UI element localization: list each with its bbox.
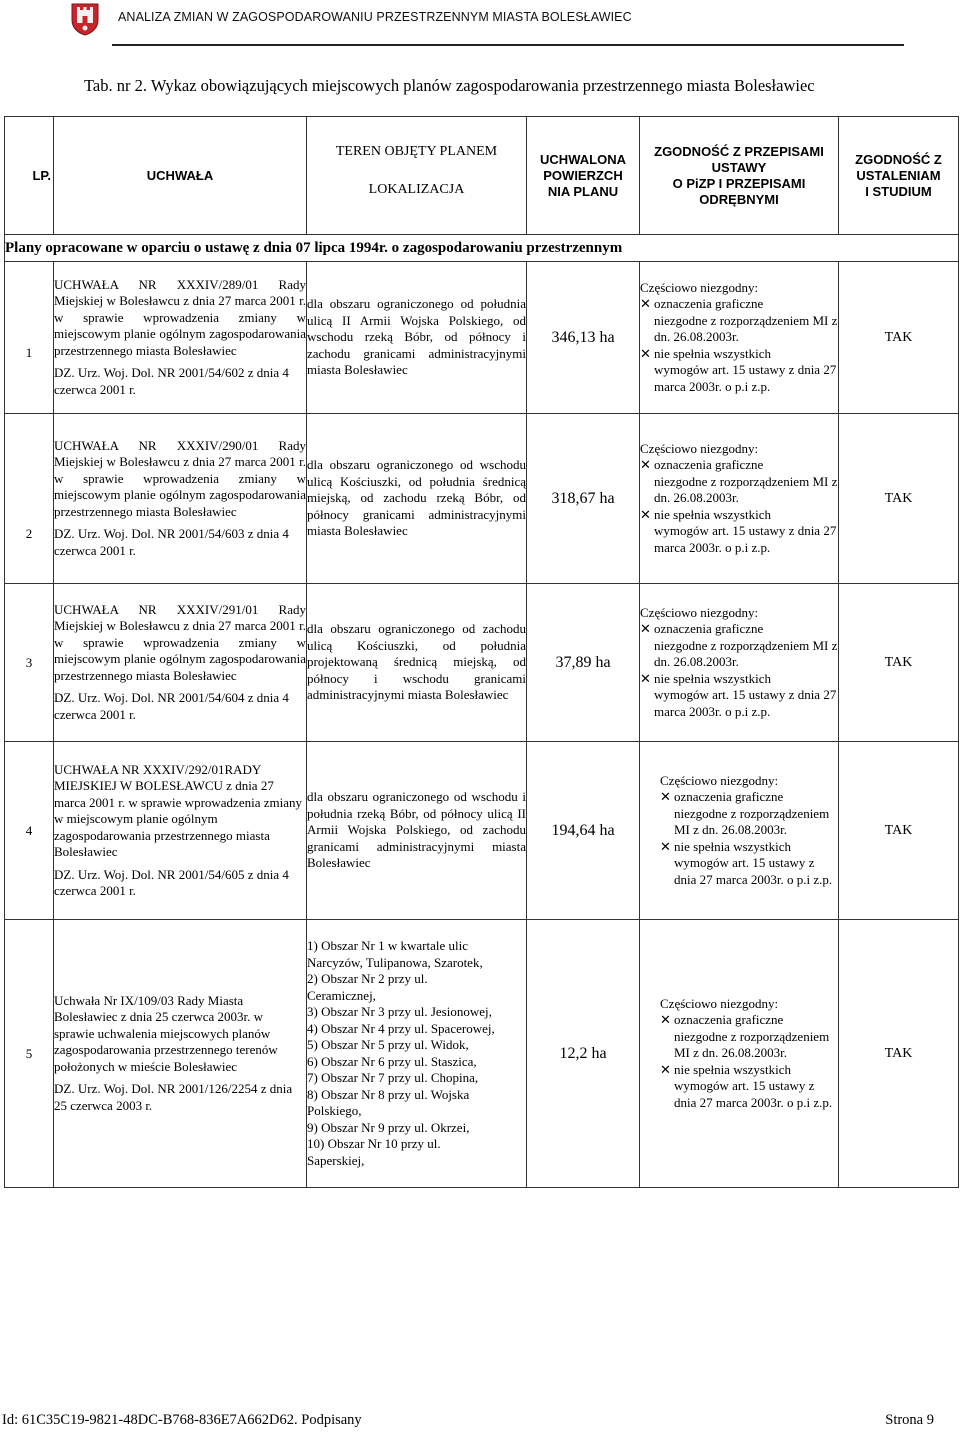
dz-urz-text: DZ. Urz. Woj. Dol. NR 2001/126/2254 z dnia 25 czerwca 2003 r. [54, 1081, 293, 1113]
page-number: Strona 9 [885, 1412, 934, 1428]
cell-powierzchnia: 194,64 ha [527, 742, 640, 920]
dz-urz-text: DZ. Urz. Woj. Dol. NR 2001/54/602 z dnia 4 czerwca 2001 r. [54, 365, 289, 397]
page-header [0, 0, 960, 48]
table-row [5, 414, 959, 584]
zgodnosc-item: ✕ nie spełnia wszystkich [660, 1061, 791, 1077]
table-row [5, 584, 959, 742]
uchwala-text: UCHWAŁA NR XXXIV/289/01 Rady Miejskiej w Bolesławcu z dnia 27 marca 2001 r. w sprawie wprowadzenia zmiany w miejscowym planie ogólnym zagospodarowania przestrzennego miasta Bolesławiec [54, 276, 306, 358]
cell-lp: 2 [5, 414, 54, 584]
cell-uchwala [54, 262, 307, 414]
cell-zgodnosc-ustawy [640, 920, 839, 1188]
cross-icon: ✕ [660, 789, 671, 805]
cell-powierzchnia: 346,13 ha [527, 262, 640, 414]
zgodnosc-head: Częściowo niezgodny: [660, 772, 779, 788]
teren-list-item: 5) Obszar Nr 5 przy ul. Widok, [307, 1037, 469, 1052]
dz-urz-text: DZ. Urz. Woj. Dol. NR 2001/54/604 z dnia 4 czerwca 2001 r. [54, 690, 289, 722]
zgodnosc-item: ✕ oznaczenia graficzne [640, 457, 764, 473]
cross-icon: ✕ [660, 1061, 671, 1077]
cell-powierzchnia: 12,2 ha [527, 920, 640, 1188]
zgodnosc-item-cont: niezgodne z rozporządzeniem MI z dn. 26.08.2003r. [654, 473, 838, 506]
column-header-uchwala: UCHWAŁA [54, 117, 307, 235]
teren-list-item: 1) Obszar Nr 1 w kwartale ulic Narcyzów, Tulipanowa, Szarotek, [307, 938, 483, 970]
cross-icon: ✕ [640, 506, 651, 522]
cell-teren: dla obszaru ograniczonego od wschodu ulicą Kościuszki, od południa średnicą miejską, od zachodu rzeką Bóbr, od północy granicami administracyjnymi miasta Bolesławiec [307, 414, 527, 584]
teren-list-item: 7) Obszar Nr 7 przy ul. Chopina, [307, 1070, 479, 1085]
zgodnosc-head: Częściowo niezgodny: [660, 995, 779, 1011]
zgodnosc-item-cont: wymogów art. 15 ustawy z dnia 27 marca 2003r. o p.i z.p. [654, 362, 837, 394]
zgodnosc-item: ✕ oznaczenia graficzne [660, 1012, 784, 1028]
table-row [5, 920, 959, 1188]
cell-zgodnosc-ustawy [640, 262, 839, 414]
zgodnosc-item-cont: niezgodne z rozporządzeniem MI z dn. 26.08.2003r. [654, 637, 838, 670]
zgodnosc-item-cont: wymogów art. 15 ustawy z dnia 27 marca 2003r. o p.i z.p. [654, 687, 837, 719]
cell-zgodnosc-ustawy [640, 742, 839, 920]
teren-list-item: 10) Obszar Nr 10 przy ul. Saperskiej, [307, 1136, 441, 1168]
column-header-zgodnosc-studium: ZGODNOŚĆ Z USTALENIAM I STUDIUM [839, 117, 959, 235]
column-header-teren [307, 117, 527, 235]
cross-icon: ✕ [640, 457, 651, 473]
zgodnosc-item: ✕ nie spełnia wszystkich [660, 838, 791, 854]
teren-list-item: 3) Obszar Nr 3 przy ul. Jesionowej, [307, 1004, 492, 1019]
zgodnosc-item: ✕ oznaczenia graficzne [660, 789, 784, 805]
section-row [5, 235, 959, 262]
cell-powierzchnia: 318,67 ha [527, 414, 640, 584]
zgodnosc-item: ✕ nie spełnia wszystkich [640, 670, 771, 686]
cell-teren: dla obszaru ograniczonego od wschodu i południa rzeką Bóbr, od północy ulicą II Armii Wojska Polskiego, od zachodu granicami administracyjnymi miasta Bolesławiec [307, 742, 527, 920]
cell-zgodnosc-studium: TAK [839, 742, 959, 920]
table-title: Tab. nr 2. Wykaz obowiązujących miejscowych planów zagospodarowania przestrzennego miasta Bolesławiec [84, 76, 815, 95]
uchwala-text: Uchwała Nr IX/109/03 Rady Miasta Bolesławiec z dnia 25 czerwca 2003r. w sprawie uchwalenia miejscowych planów zagospodarowania przestrzennego terenów położonych w mieście Bolesławiec [54, 992, 278, 1074]
zgodnosc-item-cont: niezgodne z rozporządzeniem MI z dn. 26.08.2003r. [654, 312, 838, 345]
teren-header-label: TEREN OBJĘTY PLANEM [335, 143, 498, 159]
zgodnosc-item-cont: wymogów art. 15 ustawy z dnia 27 marca 2003r. o p.i z.p. [674, 1078, 833, 1110]
zgodnosc-item-cont: wymogów art. 15 ustawy z dnia 27 marca 2003r. o p.i z.p. [674, 855, 833, 887]
zgodnosc-head: Częściowo niezgodny: [640, 604, 759, 620]
cell-zgodnosc-ustawy [640, 414, 839, 584]
teren-list-item: 6) Obszar Nr 6 przy ul. Staszica, [307, 1053, 477, 1069]
cell-teren: dla obszaru ograniczonego od zachodu ulicą Kościuszki, od południa projektowaną średnicą miejską, od północy i wschodu granicami administracyjnymi miasta Bolesławiec [307, 584, 527, 742]
coat-of-arms-icon [70, 2, 100, 36]
plans-table [4, 116, 959, 1188]
dz-urz-text: DZ. Urz. Woj. Dol. NR 2001/54/603 z dnia 4 czerwca 2001 r. [54, 526, 289, 558]
cell-lp: 5 [5, 920, 54, 1188]
header-divider [112, 44, 904, 46]
table-row [5, 742, 959, 920]
cross-icon: ✕ [640, 345, 651, 361]
cell-teren [307, 920, 527, 1188]
lokalizacja-header-label: LOKALIZACJA [368, 181, 465, 197]
cell-zgodnosc-ustawy [640, 584, 839, 742]
document-id: Id: 61C35C19-9821-48DC-B768-836E7A662D62. Podpisany [2, 1412, 362, 1428]
cell-teren: dla obszaru ograniczonego od południa ulicą II Armii Wojska Polskiego, od wschodu rzeką Bóbr, od północy i zachodu granicami administracyjnymi miasta Bolesławiec [307, 262, 527, 414]
uchwala-text: UCHWAŁA NR XXXIV/290/01 Rady Miejskiej w Bolesławcu z dnia 27 marca 2001 r. w sprawie wprowadzenia zmiany w miejscowym planie ogólnym zagospodarowania przestrzennego miasta Bolesławiec [54, 437, 306, 519]
uchwala-text: UCHWAŁA NR XXXIV/291/01 Rady Miejskiej w Bolesławcu z dnia 27 marca 2001 r. w sprawie wprowadzenia zmiany w miejscowym planie ogólnym zagospodarowania przestrzennego miasta Bolesławiec [54, 601, 306, 683]
table-row [5, 262, 959, 414]
table-header-row [5, 117, 959, 235]
teren-list-item: 9) Obszar Nr 9 przy ul. Okrzei, [307, 1119, 470, 1135]
cross-icon: ✕ [660, 1012, 671, 1028]
teren-list-item: 2) Obszar Nr 2 przy ul. Ceramicznej, [307, 971, 428, 1003]
zgodnosc-item-cont: niezgodne z rozporządzeniem MI z dn. 26.08.2003r. [674, 1028, 830, 1061]
cell-uchwala [54, 414, 307, 584]
zgodnosc-item: ✕ nie spełnia wszystkich [640, 506, 771, 522]
zgodnosc-item: ✕ nie spełnia wszystkich [640, 345, 771, 361]
cell-lp: 3 [5, 584, 54, 742]
zgodnosc-item-cont: niezgodne z rozporządzeniem MI z dn. 26.08.2003r. [674, 805, 830, 838]
cell-uchwala [54, 742, 307, 920]
cell-zgodnosc-studium: TAK [839, 920, 959, 1188]
column-header-zgodnosc-ustawy: ZGODNOŚĆ Z PRZEPISAMI USTAWY O PiZP I PRZEPISAMI ODRĘBNYMI [640, 117, 839, 235]
zgodnosc-item-cont: wymogów art. 15 ustawy z dnia 27 marca 2003r. o p.i z.p. [654, 523, 837, 555]
teren-list-item: 8) Obszar Nr 8 przy ul. Wojska Polskiego, [307, 1086, 470, 1118]
zgodnosc-head: Częściowo niezgodny: [640, 279, 759, 295]
cross-icon: ✕ [640, 296, 651, 312]
zgodnosc-head: Częściowo niezgodny: [640, 440, 759, 456]
cross-icon: ✕ [640, 621, 651, 637]
cell-zgodnosc-studium: TAK [839, 584, 959, 742]
column-header-powierzchnia: UCHWALONA POWIERZCH NIA PLANU [527, 117, 640, 235]
zgodnosc-item: ✕ oznaczenia graficzne [640, 621, 764, 637]
cell-powierzchnia: 37,89 ha [527, 584, 640, 742]
cross-icon: ✕ [660, 838, 671, 854]
cell-zgodnosc-studium: TAK [839, 414, 959, 584]
cell-lp: 4 [5, 742, 54, 920]
document-header-title: ANALIZA ZMIAN W ZAGOSPODAROWANIU PRZESTRZENNYM MIASTA BOLESŁAWIEC [118, 10, 632, 24]
cross-icon: ✕ [640, 670, 651, 686]
zgodnosc-item: ✕ oznaczenia graficzne [640, 296, 764, 312]
section-heading: Plany opracowane w oparciu o ustawę z dnia 07 lipca 1994r. o zagospodarowaniu przestrzennym [5, 235, 959, 262]
cell-uchwala [54, 920, 307, 1188]
uchwala-text: UCHWAŁA NR XXXIV/292/01RADY MIEJSKIEJ W BOLESŁAWCU z dnia 27 marca 2001 r. w sprawie wprowadzenia zmiany w miejscowym planie ogólnym zagospodarowania przestrzennego miasta Bolesławiec [54, 761, 302, 859]
cell-lp: 1 [5, 262, 54, 414]
cell-zgodnosc-studium: TAK [839, 262, 959, 414]
dz-urz-text: DZ. Urz. Woj. Dol. NR 2001/54/605 z dnia 4 czerwca 2001 r. [54, 866, 289, 898]
teren-list-item: 4) Obszar Nr 4 przy ul. Spacerowej, [307, 1020, 495, 1036]
cell-uchwala [54, 584, 307, 742]
column-header-lp: LP. [5, 117, 54, 235]
